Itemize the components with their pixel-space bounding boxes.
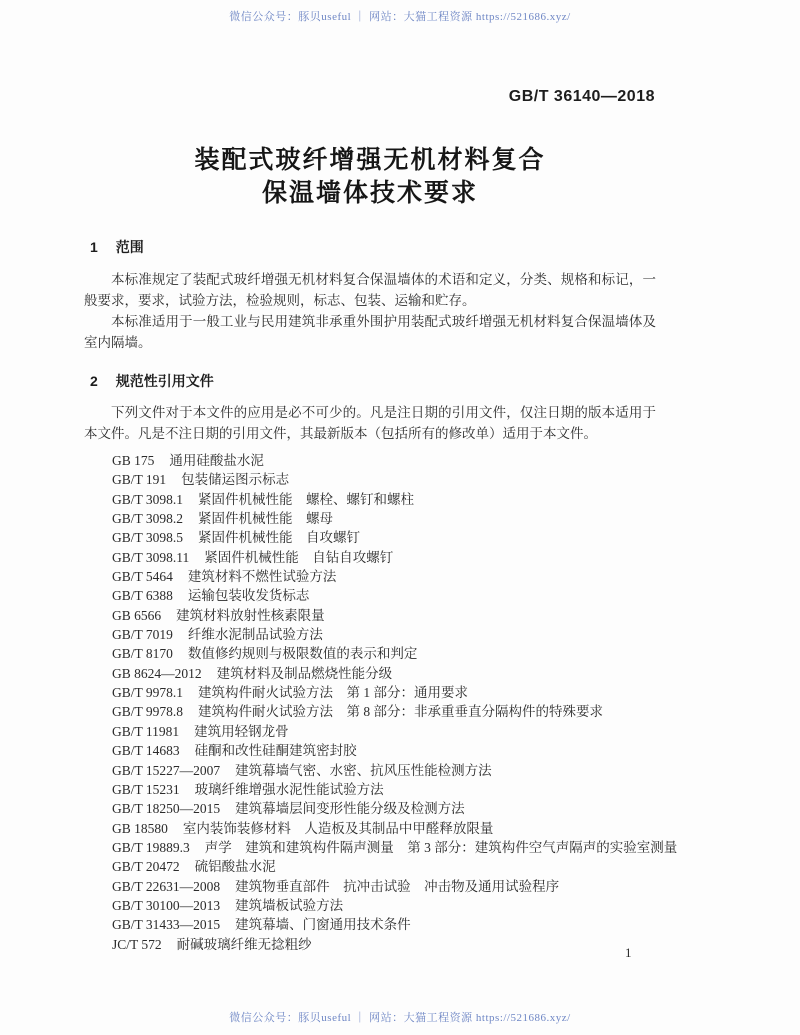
reference-title: 建筑墙板试验方法: [235, 897, 344, 913]
reference-title: 硫铝酸盐水泥: [194, 859, 276, 875]
reference-code: JC/T 572: [112, 936, 162, 952]
reference-title: 建筑材料放射性核素限量: [176, 607, 325, 623]
reference-code: GB/T 5464: [112, 569, 173, 585]
section-1-number: 1: [90, 239, 98, 255]
reference-item: [112, 838, 678, 857]
reference-item: [112, 567, 672, 586]
section-1-paragraph-1: 本标准规定了装配式玻纤增强无机材料复合保温墙体的术语和定义，分类、规格和标记，一般要求，要求，试验方法，检验规则，标志、包装、运输和贮存。: [84, 272, 656, 308]
reference-title: 建筑用轻钢龙骨: [194, 723, 289, 739]
reference-item: [112, 935, 672, 954]
reference-code: GB/T 8170: [112, 646, 173, 662]
section-2-paragraph-1: 下列文件对于本文件的应用是必不可少的。凡是注日期的引用文件，仅注日期的版本适用于本文件。凡是不注日期的引用文件，其最新版本（包括所有的修改单）适用于本文件。: [84, 405, 656, 441]
document-title-line2: 保温墙体技术要求: [261, 179, 478, 207]
reference-title: 建筑构件耐火试验方法 第 8 部分：非承重垂直分隔构件的特殊要求: [198, 704, 604, 720]
reference-title: 玻璃纤维增强水泥性能试验方法: [194, 781, 384, 797]
reference-item: [112, 490, 672, 509]
section-1-paragraph-2: 本标准适用于一般工业与民用建筑非承重外围护用装配式玻纤增强无机材料复合保温墙体及室内隔墙。: [84, 314, 656, 350]
reference-code: GB/T 11981: [112, 723, 180, 739]
reference-item: [112, 857, 672, 876]
reference-title: 通用硅酸盐水泥: [169, 453, 264, 468]
reference-title: 建筑幕墙层间变形性能分级及检测方法: [235, 801, 465, 817]
reference-item: [112, 509, 672, 528]
reference-code: GB/T 6388: [112, 588, 173, 604]
reference-item: [112, 683, 672, 702]
reference-title: 纤维水泥制品试验方法: [187, 627, 323, 643]
reference-item: [112, 625, 672, 644]
reference-list: [112, 451, 678, 954]
standard-code: GB/T 36140—2018: [508, 88, 655, 105]
reference-title: 紧固件机械性能 自钻自攻螺钉: [204, 549, 394, 565]
reference-title: 建筑幕墙、门窗通用技术条件: [235, 917, 411, 933]
reference-code: GB 175: [112, 453, 155, 468]
reference-code: GB/T 3098.5: [112, 530, 184, 546]
reference-title: 耐碱玻璃纤维无捻粗纱: [176, 936, 312, 952]
reference-item: [112, 586, 672, 605]
reference-code: GB/T 3098.11: [112, 549, 190, 565]
reference-code: GB/T 3098.1: [112, 491, 184, 507]
reference-item: [112, 915, 672, 934]
reference-item: [112, 664, 672, 683]
reference-code: GB/T 22631—2008: [112, 878, 221, 894]
watermark-footer: 微信公众号：豚贝useful ｜ 网站：大猫工程资源 https://521686.xyz/: [229, 1012, 571, 1024]
reference-code: GB/T 15231: [112, 781, 180, 797]
reference-item: [112, 896, 672, 915]
section-1-body: [84, 269, 656, 353]
section-2-body: [84, 402, 656, 444]
reference-item: [112, 702, 672, 721]
reference-item: [112, 722, 672, 741]
section-1-title: 范围: [115, 239, 144, 255]
reference-title: 运输包装收发货标志: [187, 588, 310, 604]
reference-title: 建筑材料不燃性试验方法: [187, 569, 337, 585]
reference-code: GB/T 9978.8: [112, 704, 184, 720]
watermark-header: 微信公众号：豚贝useful ｜ 网站：大猫工程资源 https://521686.xyz/: [229, 11, 571, 23]
section-2-heading: [90, 371, 655, 391]
reference-title: 建筑幕墙气密、水密、抗风压性能检测方法: [235, 762, 492, 778]
section-2-title: 规范性引用文件: [115, 373, 214, 389]
reference-title: 紧固件机械性能 自攻螺钉: [198, 530, 361, 546]
reference-code: GB/T 3098.2: [112, 511, 184, 527]
reference-item: [112, 761, 672, 780]
document-title: [85, 144, 655, 210]
reference-title: 建筑材料及制品燃烧性能分级: [216, 665, 393, 681]
reference-code: GB/T 19889.3: [112, 839, 190, 855]
reference-title: 室内装饰装修材料 人造板及其制品中甲醛释放限量: [182, 820, 494, 836]
section-1-heading: [90, 237, 655, 257]
reference-item: [112, 780, 672, 799]
reference-item: [112, 606, 672, 625]
reference-code: GB 18580: [112, 820, 168, 836]
reference-code: GB/T 15227—2007: [112, 762, 221, 778]
reference-title: 建筑构件耐火试验方法 第 1 部分：通用要求: [198, 685, 469, 701]
reference-code: GB/T 31433—2015: [112, 917, 221, 933]
reference-item: [112, 819, 672, 838]
section-2-number: 2: [90, 373, 98, 389]
reference-code: GB/T 30100—2013: [112, 897, 221, 913]
reference-item: [112, 451, 672, 470]
reference-item: [112, 877, 672, 896]
reference-code: GB 6566: [112, 607, 162, 623]
reference-title: 紧固件机械性能 螺栓、螺钉和螺柱: [198, 491, 415, 507]
reference-title: 包装储运图示标志: [181, 472, 290, 488]
reference-item: [112, 528, 672, 547]
reference-code: GB/T 7019: [112, 627, 173, 643]
reference-code: GB/T 14683: [112, 743, 180, 759]
reference-title: 声学 建筑和建筑构件隔声测量 第 3 部分：建筑构件空气声隔声的实验室测量: [204, 839, 678, 855]
document-title-line1: 装配式玻纤增强无机材料复合: [194, 146, 546, 174]
reference-title: 紧固件机械性能 螺母: [198, 511, 334, 527]
reference-code: GB/T 191: [112, 472, 167, 488]
reference-item: [112, 799, 672, 818]
reference-code: GB/T 9978.1: [112, 685, 184, 701]
reference-code: GB/T 20472: [112, 859, 180, 875]
reference-item: [112, 548, 672, 567]
reference-item: [112, 644, 672, 663]
page-number: 1: [625, 945, 632, 960]
reference-title: 数值修约规则与极限数值的表示和判定: [187, 646, 418, 662]
reference-title: 建筑物垂直部件 抗冲击试验 冲击物及通用试验程序: [235, 878, 560, 894]
reference-code: GB/T 18250—2015: [112, 801, 221, 817]
reference-item: [112, 470, 672, 489]
reference-title: 硅酮和改性硅酮建筑密封胶: [194, 743, 357, 759]
reference-code: GB 8624—2012: [112, 665, 202, 681]
reference-item: [112, 741, 672, 760]
